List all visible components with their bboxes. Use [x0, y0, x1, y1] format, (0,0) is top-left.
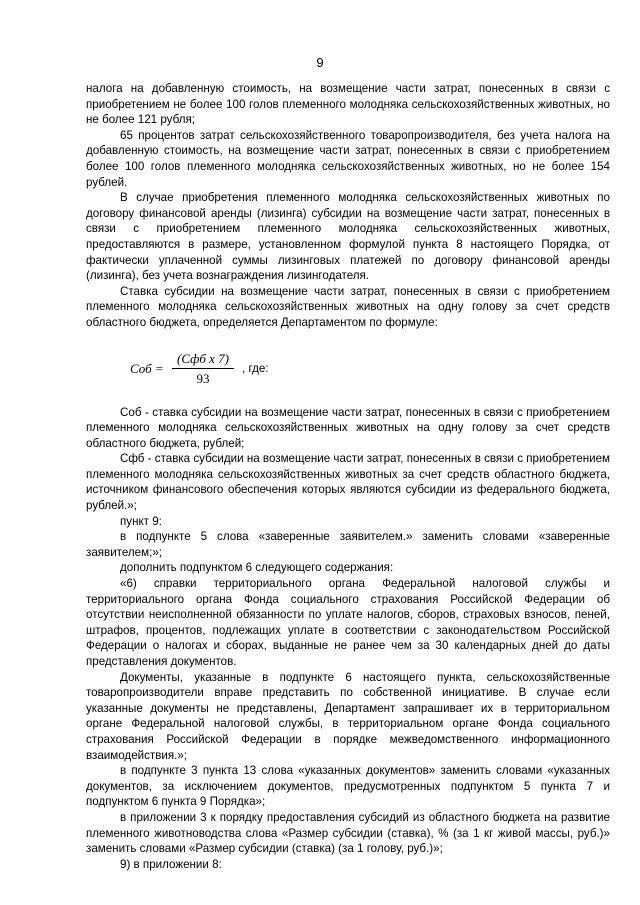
formula-tail: , где: — [242, 361, 269, 375]
paragraph: 65 процентов затрат сельскохозяйственного товаропроизводителя, без учета налога на добавленную стоимость, на возмещение части затрат, понесенных в связи с приобретением более 100 голов племенного молодняка сельскохозяйственных животных, но не более 154 рублей. — [86, 128, 610, 189]
formula-fraction — [172, 351, 234, 387]
paragraph: «6) справки территориального органа Федеральной налоговой службы и территориального органа Фонда социального страхования Российской Федерации об отсутствии неисполненной обязанности по уплате налогов, сборов, страховых взносов, пеней, штрафов, процентов, подлежащих уплате в соответствии с законодательством Российской Федерации о налогах и сборах, выданные не ранее чем за 30 календарных дней до даты представления документов. — [86, 577, 610, 668]
paragraph: в подпункте 5 слова «заверенные заявителем.» заменить словами «заверенные заявителем;»; — [86, 530, 610, 559]
paragraph: Ставка субсидии на возмещение части затрат, понесенных в связи с приобретением племенного молодняка сельскохозяйственных животных на одну голову за счет средств областного бюджета, определяется Департаментом по формуле: — [86, 284, 610, 329]
paragraph: Сфб - ставка субсидии на возмещение части затрат, понесенных в связи с приобретением племенного молодняка сельскохозяйственных животных за счет средств областного бюджета, источником финансового обеспечения которых являются субсидии из федерального бюджета, рублей.»; — [86, 452, 610, 513]
formula-lhs: Соб = — [130, 360, 164, 376]
paragraph: В случае приобретения племенного молодняка сельскохозяйственных животных по договору финансовой аренды (лизинга) субсидии на возмещение части затрат, понесенных в связи с приобретением племенного молодняка сельскохозяйственных животных, предоставляются в размере, установленном формулой пункта 8 настоящего Порядка, от фактически уплаченной суммы лизинговых платежей по договору финансовой аренды (лизинга), без учета вознаграждения лизингодателя. — [86, 191, 610, 283]
paragraph: Документы, указанные в подпункте 6 настоящего пункта, сельскохозяйственные товаропроизводители вправе представить по собственной инициативе. В случае если указанные документы не представлены, Департамент запрашивает их в территориальном органе Федеральной налоговой службы, в территориальном органе Фонда социального страхования Российской Федерации в порядке межведомственного информационного взаимодействия.»; — [86, 670, 610, 762]
paragraph-continuation: налога на добавленную стоимость, на возмещение части затрат, понесенных в связи с приобретением не более 100 голов племенного молодняка сельскохозяйственных животных, но не более 121 рубля; — [86, 82, 610, 127]
paragraph: 9) в приложении 8: — [120, 857, 222, 871]
paragraph: дополнить подпунктом 6 следующего содержания: — [120, 561, 394, 575]
paragraph: в приложении 3 к порядку предоставления субсидий из областного бюджета на развитие племенного животноводства слова «Размер субсидии (ставка), % (за 1 кг живой массы, руб.)» заменить словами «Размер субсидии (ставка) (за 1 голову, руб.)»; — [86, 810, 610, 856]
paragraph: пункт 9: — [120, 514, 162, 528]
paragraph: в подпункте 3 пункта 13 слова «указанных документов» заменить словами «указанных документов, за исключением документов, предусмотренных подпунктом 5 пункта 7 и подпунктом 6 пункта 9 Порядка»; — [86, 764, 610, 809]
formula-numerator: (Сфб x 7) — [172, 351, 234, 370]
paragraph: Соб - ставка субсидии на возмещение части затрат, понесенных в связи с приобретением племенного молодняка сельскохозяйственных животных на одну голову за счет средств областного бюджета, рублей; — [86, 405, 610, 450]
formula-denominator: 93 — [196, 371, 210, 387]
subsidy-rate-formula — [130, 351, 610, 385]
document-body — [86, 81, 610, 872]
page-number: 9 — [316, 55, 324, 70]
